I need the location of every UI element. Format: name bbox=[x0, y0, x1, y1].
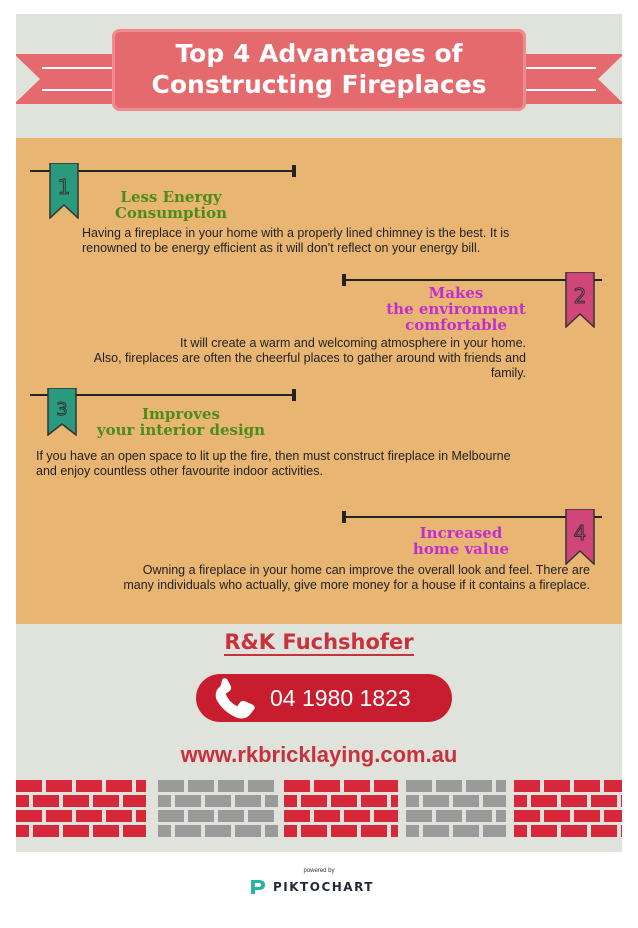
body-line: and enjoy countless other favourite indoor activities. bbox=[36, 464, 323, 478]
body-line: renowned to be energy efficient as it will don't reflect on your energy bill. bbox=[82, 241, 481, 255]
brick bbox=[561, 795, 587, 807]
number-flag-2-icon bbox=[565, 272, 595, 328]
brick bbox=[374, 810, 398, 822]
brick bbox=[453, 795, 479, 807]
brick bbox=[466, 810, 492, 822]
line-end-tick bbox=[292, 165, 296, 177]
brick bbox=[466, 780, 492, 792]
brick bbox=[33, 795, 59, 807]
infographic bbox=[16, 14, 622, 852]
brick bbox=[423, 825, 449, 837]
brick bbox=[514, 780, 540, 792]
brick bbox=[314, 780, 340, 792]
phone-number: 04 1980 1823 bbox=[270, 685, 411, 711]
brick bbox=[604, 810, 622, 822]
brick bbox=[106, 780, 132, 792]
brick bbox=[106, 810, 132, 822]
heading-line: Improves bbox=[142, 405, 220, 423]
piktochart-wordmark: PIKTOCHART bbox=[273, 880, 374, 894]
brick bbox=[136, 780, 146, 792]
company-name: R&K Fuchshofer bbox=[224, 630, 414, 654]
brick bbox=[46, 780, 72, 792]
brick bbox=[63, 825, 89, 837]
heading-line: Increased bbox=[419, 524, 503, 542]
brick bbox=[591, 825, 617, 837]
title-line-2: Constructing Fireplaces bbox=[151, 70, 487, 99]
brick bbox=[235, 825, 261, 837]
brick bbox=[374, 780, 398, 792]
number-label: 4 bbox=[573, 521, 587, 545]
brick bbox=[158, 825, 171, 837]
brick bbox=[406, 810, 432, 822]
brick bbox=[16, 780, 42, 792]
heading-line: Makes bbox=[428, 284, 484, 302]
line-end-tick bbox=[342, 511, 346, 523]
heading-line: Less Energy bbox=[120, 188, 222, 206]
brick bbox=[544, 810, 570, 822]
brick bbox=[531, 825, 557, 837]
brick bbox=[16, 825, 29, 837]
brick bbox=[344, 810, 370, 822]
brick bbox=[514, 825, 527, 837]
brick bbox=[284, 825, 297, 837]
brick bbox=[531, 795, 557, 807]
brick bbox=[406, 780, 432, 792]
brick bbox=[46, 810, 72, 822]
heading-line: comfortable bbox=[405, 316, 507, 334]
number-flag-3-icon bbox=[47, 388, 77, 436]
brick bbox=[344, 780, 370, 792]
advantage-body bbox=[82, 226, 622, 256]
brick bbox=[93, 825, 119, 837]
brick bbox=[16, 795, 29, 807]
piktochart-logo[interactable] bbox=[249, 878, 389, 896]
website-link[interactable]: www.rkbricklaying.com.au bbox=[180, 742, 458, 767]
brick bbox=[265, 825, 278, 837]
advantage-heading bbox=[366, 285, 546, 333]
advantage-body bbox=[16, 563, 590, 593]
heading-line: your interior design bbox=[96, 421, 266, 439]
brick bbox=[496, 810, 506, 822]
advantage-body bbox=[36, 449, 606, 479]
brick bbox=[188, 780, 214, 792]
heading-line: Consumption bbox=[114, 204, 228, 222]
number-flag-1-icon bbox=[49, 163, 79, 219]
brick bbox=[63, 795, 89, 807]
brick bbox=[248, 810, 274, 822]
brick bbox=[33, 825, 59, 837]
brick bbox=[436, 810, 462, 822]
body-line: If you have an open space to lit up the fire, then must construct fireplace in Melbourne bbox=[36, 449, 511, 463]
brick bbox=[436, 780, 462, 792]
phone-button[interactable] bbox=[196, 674, 452, 722]
advantage-heading bbox=[386, 525, 536, 557]
brick bbox=[483, 825, 506, 837]
body-line: family. bbox=[490, 366, 526, 380]
brick bbox=[621, 825, 622, 837]
powered-by-label: powered by bbox=[303, 868, 335, 874]
brick bbox=[621, 795, 622, 807]
brick bbox=[76, 810, 102, 822]
brick bbox=[314, 810, 340, 822]
brick bbox=[205, 825, 231, 837]
ribbon-left-tail bbox=[16, 54, 124, 104]
line-end-tick bbox=[342, 274, 346, 286]
brick bbox=[591, 795, 617, 807]
body-line: Having a fireplace in your home with a properly lined chimney is the best. It is bbox=[82, 226, 510, 240]
brick bbox=[391, 825, 398, 837]
brick bbox=[406, 795, 419, 807]
brick bbox=[561, 825, 587, 837]
brick bbox=[453, 825, 479, 837]
brick bbox=[205, 795, 231, 807]
brick bbox=[16, 810, 42, 822]
brick bbox=[123, 825, 146, 837]
brick bbox=[284, 780, 310, 792]
brick bbox=[514, 795, 527, 807]
brick bbox=[218, 810, 244, 822]
brick bbox=[361, 825, 387, 837]
brick bbox=[361, 795, 387, 807]
brick bbox=[175, 795, 201, 807]
divider-line bbox=[344, 279, 602, 281]
title-banner bbox=[112, 29, 526, 111]
heading-line: the environment bbox=[386, 300, 526, 318]
brick bbox=[265, 795, 278, 807]
brick bbox=[574, 780, 600, 792]
brick bbox=[76, 780, 102, 792]
ribbon-right-tail bbox=[514, 54, 622, 104]
number-label: 3 bbox=[56, 399, 68, 420]
brick bbox=[175, 825, 201, 837]
title-line-1: Top 4 Advantages of bbox=[175, 39, 463, 68]
divider-line bbox=[344, 516, 602, 518]
number-flag-4-icon bbox=[565, 509, 595, 565]
brick bbox=[496, 780, 506, 792]
brick bbox=[93, 795, 119, 807]
brick bbox=[248, 780, 274, 792]
piktochart-icon bbox=[249, 879, 267, 895]
body-line: Owning a fireplace in your home can improve the overall look and feel. There are bbox=[142, 563, 590, 577]
advantage-heading bbox=[86, 189, 256, 221]
brick bbox=[331, 795, 357, 807]
heading-line: home value bbox=[412, 540, 510, 558]
brick bbox=[301, 795, 327, 807]
brick-wall bbox=[16, 780, 622, 840]
brick bbox=[604, 780, 622, 792]
body-line: It will create a warm and welcoming atmosphere in your home. bbox=[180, 336, 526, 350]
brick bbox=[188, 810, 214, 822]
brick bbox=[544, 780, 570, 792]
brick bbox=[158, 795, 171, 807]
brick bbox=[123, 795, 146, 807]
body-line: many individuals who actually, give more money for a house if it contains a fireplace. bbox=[123, 578, 590, 592]
line-end-tick bbox=[292, 389, 296, 401]
brick bbox=[284, 795, 297, 807]
brick bbox=[158, 780, 184, 792]
phone-handset-icon bbox=[208, 677, 262, 719]
brick bbox=[301, 825, 327, 837]
brick bbox=[406, 825, 419, 837]
brick bbox=[483, 795, 506, 807]
brick bbox=[235, 795, 261, 807]
body-line: Also, fireplaces are often the cheerful places to gather around with friends and bbox=[93, 351, 526, 365]
brick bbox=[574, 810, 600, 822]
brick bbox=[284, 810, 310, 822]
number-label: 2 bbox=[573, 284, 587, 308]
brick bbox=[391, 795, 398, 807]
brick bbox=[423, 795, 449, 807]
brick bbox=[158, 810, 184, 822]
advantage-heading bbox=[86, 406, 276, 438]
advantage-body bbox=[16, 336, 526, 381]
brick bbox=[331, 825, 357, 837]
brick bbox=[136, 810, 146, 822]
brick bbox=[514, 810, 540, 822]
advantages-panel bbox=[16, 138, 622, 624]
brick bbox=[218, 780, 244, 792]
number-label: 1 bbox=[57, 175, 71, 199]
